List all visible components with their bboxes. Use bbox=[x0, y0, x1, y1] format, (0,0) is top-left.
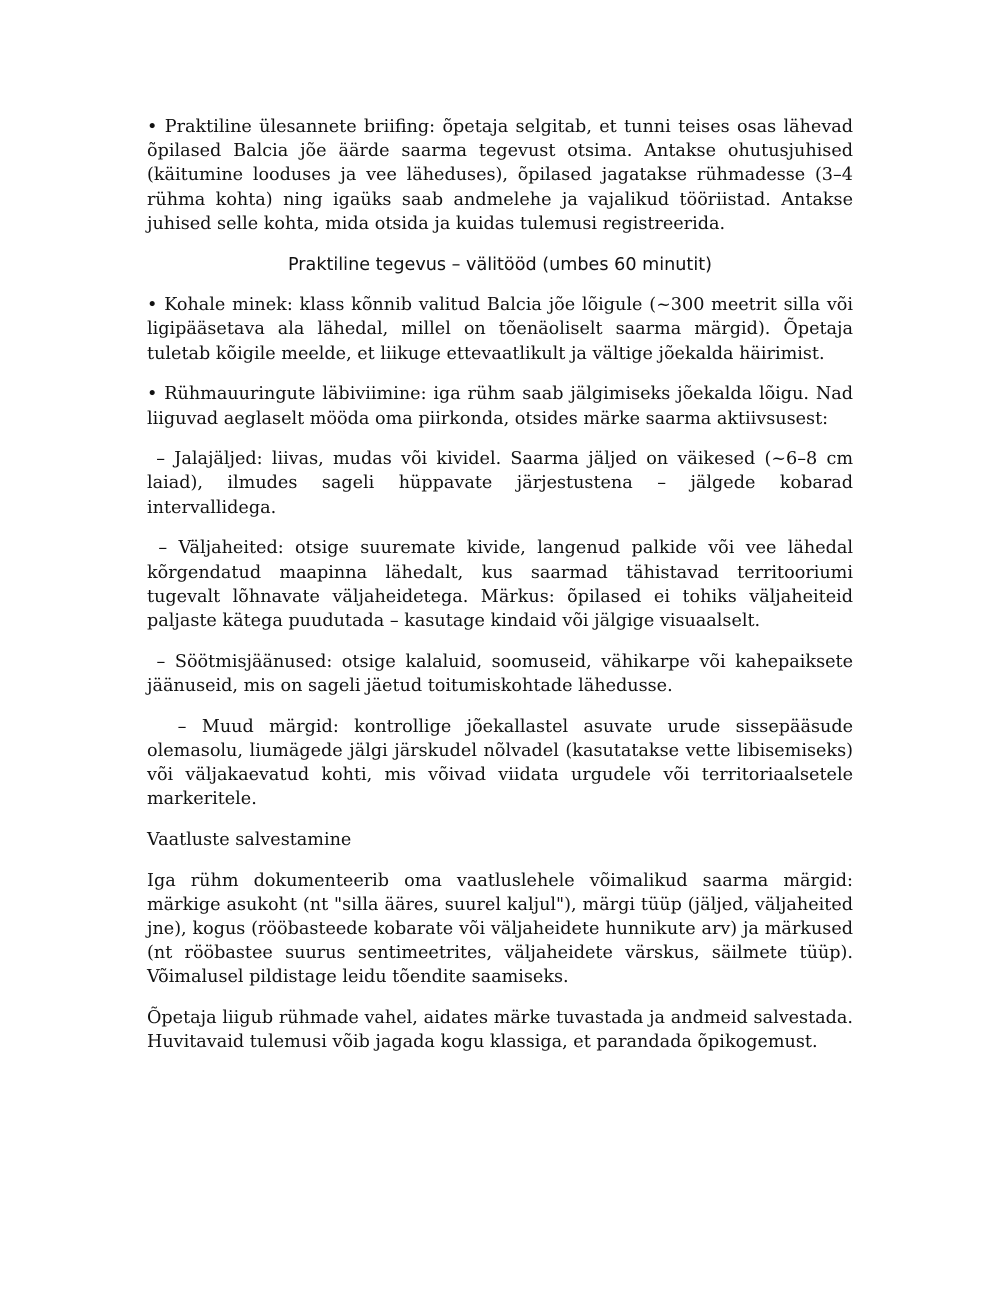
arrival-text: Kohale minek: klass kõnnib valitud Balcia jõe lõigule (~300 meetrit silla või ligipääsetava ala lähedal, millel on tõenäoliselt saarma märgid). Õpetaja tuletab kõigile meelde, et liikuge ettevaatlikult ja vältige jõekalda häirimist. bbox=[147, 295, 853, 364]
other-signs-subitem bbox=[147, 715, 853, 812]
bullet-marker: • bbox=[147, 295, 158, 316]
document-page bbox=[147, 115, 853, 1071]
group-survey-paragraph bbox=[147, 382, 853, 430]
records-paragraph: Iga rühm dokumenteerib oma vaatluslehele võimalikud saarma märgid: märkige asukoht (nt "silla ääres, suurel kaljul"), märgi tüüp (jäljed, väljaheited jne), kogus (rööbasteede kobarate või väljaheidete hunnikute arv) ja märkused (nt rööbastee suurus sentimeetrites, väljaheidete värskus, säilmete tüüp). Võimalusel pildistage leidu tõendite saamiseks. bbox=[147, 870, 853, 988]
droppings-subitem bbox=[147, 536, 853, 633]
droppings-text: Väljaheited: otsige suuremate kivide, langenud palkide või vee lähedal kõrgendatud maapinna lähedalt, kus saarmad tähistavad territooriumi tugevalt lõhnavate väljaheidetega. Märkus: õpilased ei tohiks väljaheiteid paljaste kätega puudutada – kasutage kindaid või jälgige visuaalselt. bbox=[147, 538, 854, 631]
arrival-paragraph bbox=[147, 293, 853, 366]
bullet-marker: • bbox=[147, 384, 158, 405]
teacher-paragraph: Õpetaja liigub rühmade vahel, aidates märke tuvastada ja andmeid salvestada. Huvitavaid tulemusi võib jagada kogu klassiga, et parandada õpikogemust. bbox=[147, 1008, 853, 1053]
food-remains-text: Söötmisjäänused: otsige kalaluid, soomuseid, vähikarpe või kahepaiksete jäänuseid, mis on sageli jäetud toitumiskohtade lähedusse. bbox=[147, 651, 853, 696]
dash-marker: – bbox=[147, 538, 168, 559]
records-heading: Vaatluste salvestamine bbox=[147, 829, 352, 850]
bullet-marker: • bbox=[147, 117, 158, 137]
dash-marker: – bbox=[147, 449, 166, 470]
food-remains-subitem bbox=[147, 650, 853, 698]
fieldwork-heading: Praktiline tegevus – välitööd (umbes 60 minutit) bbox=[288, 254, 712, 275]
dash-marker: – bbox=[147, 651, 166, 672]
footprints-subitem bbox=[147, 447, 853, 520]
dash-marker: – bbox=[147, 716, 187, 737]
group-survey-text: Rühmauuringute läbiviimine: iga rühm saab jälgimiseks jõekalda lõigu. Nad liiguvad aeglaselt mööda oma piirkonda, otsides märke saarma aktiivsusest: bbox=[147, 384, 853, 429]
briefing-paragraph bbox=[147, 115, 853, 236]
footprints-text: Jalajäljed: liivas, mudas või kividel. Saarma jäljed on väikesed (~6–8 cm laiad), ilmudes sageli hüppavate järjestustena – jälgede kobarad intervallidega. bbox=[147, 449, 854, 518]
other-signs-text: Muud märgid: kontrollige jõekallastel asuvate urude sissepääsude olemasolu, liumägede jälgi järskudel nõlvadel (kasutatakse vette libisemiseks) või väljakaevatud kohti, mis võivad viidata urgudele või territoriaalsetele markeritele. bbox=[147, 716, 854, 810]
briefing-text: Praktiline ülesannete briifing: õpetaja selgitab, et tunni teises osas lähevad õpilased Balcia jõe äärde saarma tegevust otsima. Antakse ohutusjuhised (käitumine looduses ja vee läheduses), õpilased jagatakse rühmadesse (3–4 rühma kohta) ning igaüks saab andmelehe ja vajalikud tööriistad. Antakse juhised selle kohta, mida otsida ja kuidas tulemusi registreerida. bbox=[147, 117, 854, 234]
